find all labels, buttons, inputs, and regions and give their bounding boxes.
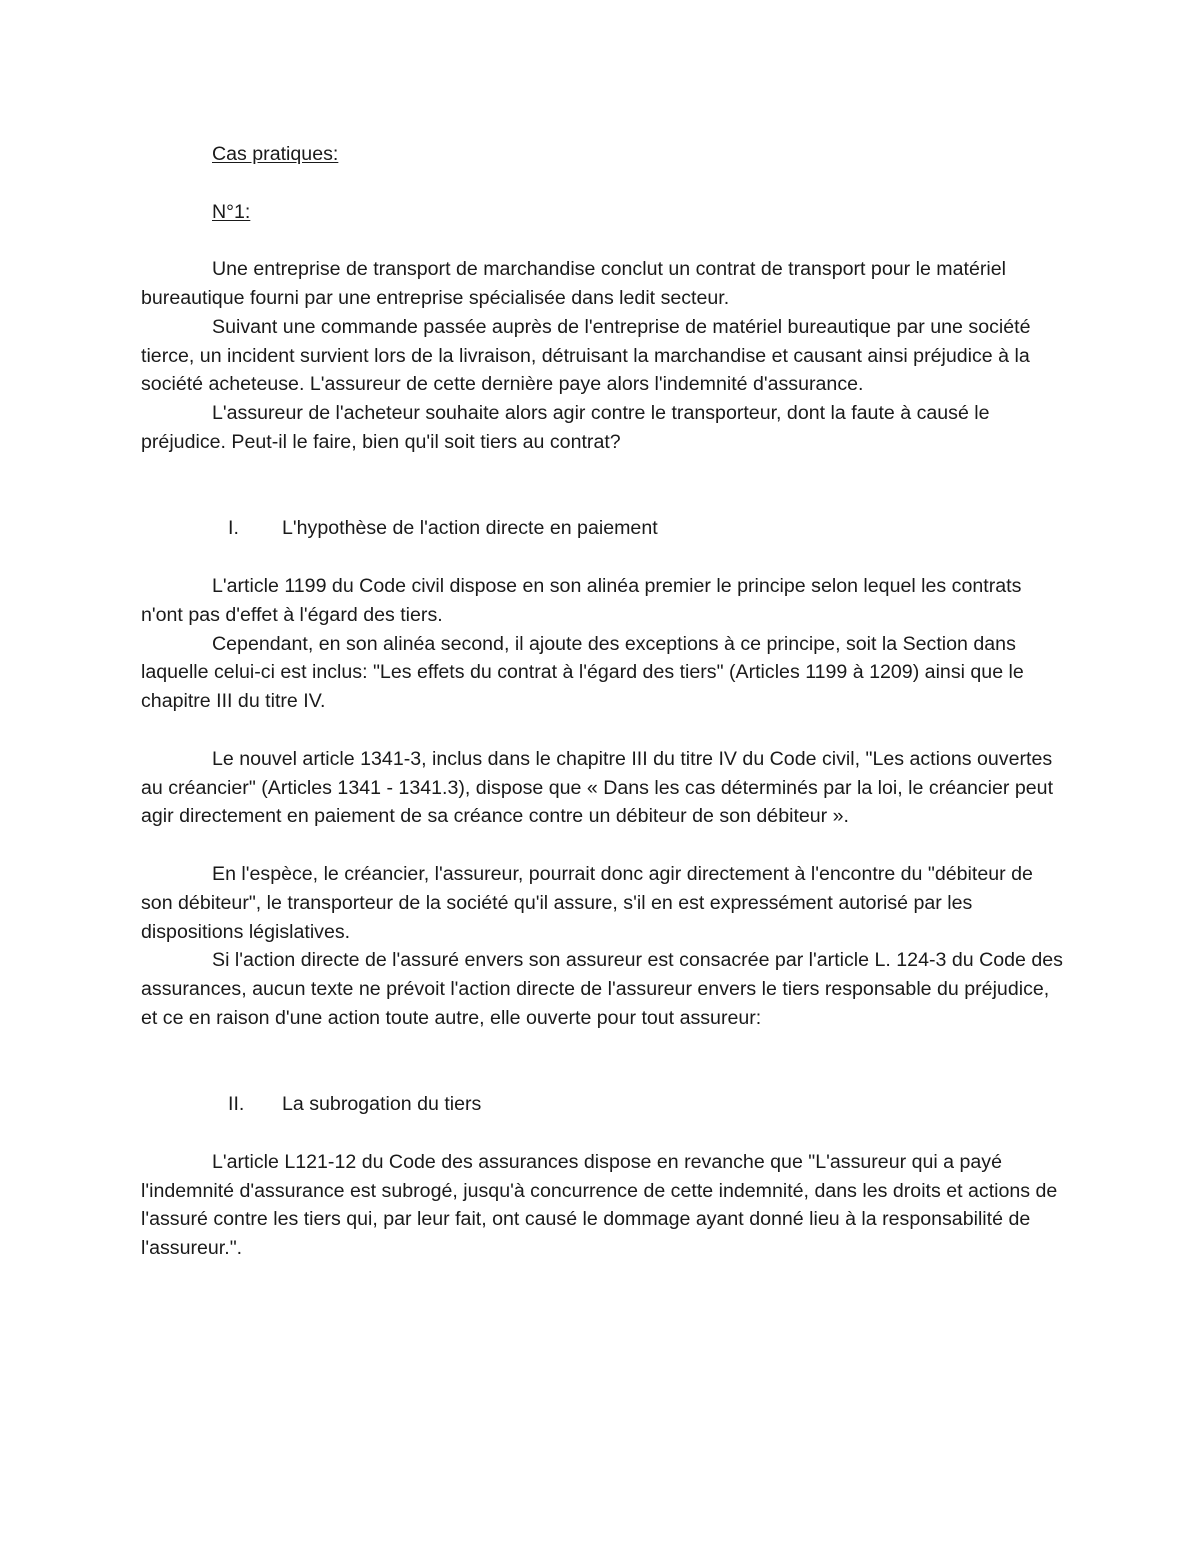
document-body <box>141 140 1066 1263</box>
section-2-number: II. <box>228 1093 245 1116</box>
section-1-title: L'hypothèse de l'action directe en paiement <box>282 517 658 540</box>
section-2-title: La subrogation du tiers <box>282 1093 482 1116</box>
section-1-paragraph: L'article 1199 du Code civil dispose en son alinéa premier le principe selon lequel les contrats n'ont pas d'effet à l'égard des tiers. <box>141 574 1022 626</box>
facts-paragraph: Une entreprise de transport de marchandise conclut un contrat de transport pour le matériel bureautique fourni par une entreprise spécialisée dans ledit secteur. <box>141 258 1006 309</box>
case-number: N°1: <box>212 200 251 223</box>
facts-paragraph: Suivant une commande passée auprès de l'entreprise de matériel bureautique par une société tierce, un incident survient lors de la livraison, détruisant la marchandise et causant ainsi préjudice à la société acheteuse. L'assureur de cette dernière paye alors l'indemnité d'assurance. <box>141 315 1031 396</box>
section-1-heading <box>141 514 1066 543</box>
section-2-heading <box>141 1090 1066 1119</box>
section-1-number: I. <box>228 517 239 540</box>
section-1-paragraph: Cependant, en son alinéa second, il ajoute des exceptions à ce principe, soit la Section dans laquelle celui-ci est inclus: "Les effets du contrat à l'égard des tiers" (Articles 1199 à 1209) ainsi que le chapitre III du titre IV. <box>141 632 1024 713</box>
section-2-paragraph: L'article L121-12 du Code des assurances dispose en revanche que "L'assureur qui a payé l'indemnité d'assurance est subrogé, jusqu'à concurrence de cette indemnité, dans les droits et actions de l'assuré contre les tiers qui, par leur fait, ont causé le dommage ayant donné lieu à la responsabilité de l'assureur.". <box>141 1150 1058 1260</box>
section-1-paragraph: En l'espèce, le créancier, l'assureur, pourrait donc agir directement à l'encontre du "débiteur de son débiteur", le transporteur de la société qu'il assure, s'il en est expressément autorisé par les dispositions législatives. <box>141 862 1033 943</box>
facts-paragraph: L'assureur de l'acheteur souhaite alors agir contre le transporteur, dont la faute à causé le préjudice. Peut-il le faire, bien qu'il soit tiers au contrat? <box>141 402 990 453</box>
section-1-paragraph: Le nouvel article 1341-3, inclus dans le chapitre III du titre IV du Code civil, "Les actions ouvertes au créancier" (Articles 1341 - 1341.3), dispose que « Dans les cas déterminés par la loi, le créancier peut agir directement en paiement de sa créance contre un débiteur de son débiteur ». <box>141 747 1054 828</box>
section-1-paragraph: Si l'action directe de l'assuré envers son assureur est consacrée par l'article L. 124-3 du Code des assurances, aucun texte ne prévoit l'action directe de l'assureur envers le tiers responsable du préjudice, et ce en raison d'une action toute autre, elle ouverte pour tout assureur: <box>141 949 1063 1029</box>
document-title: Cas pratiques: <box>212 143 339 165</box>
